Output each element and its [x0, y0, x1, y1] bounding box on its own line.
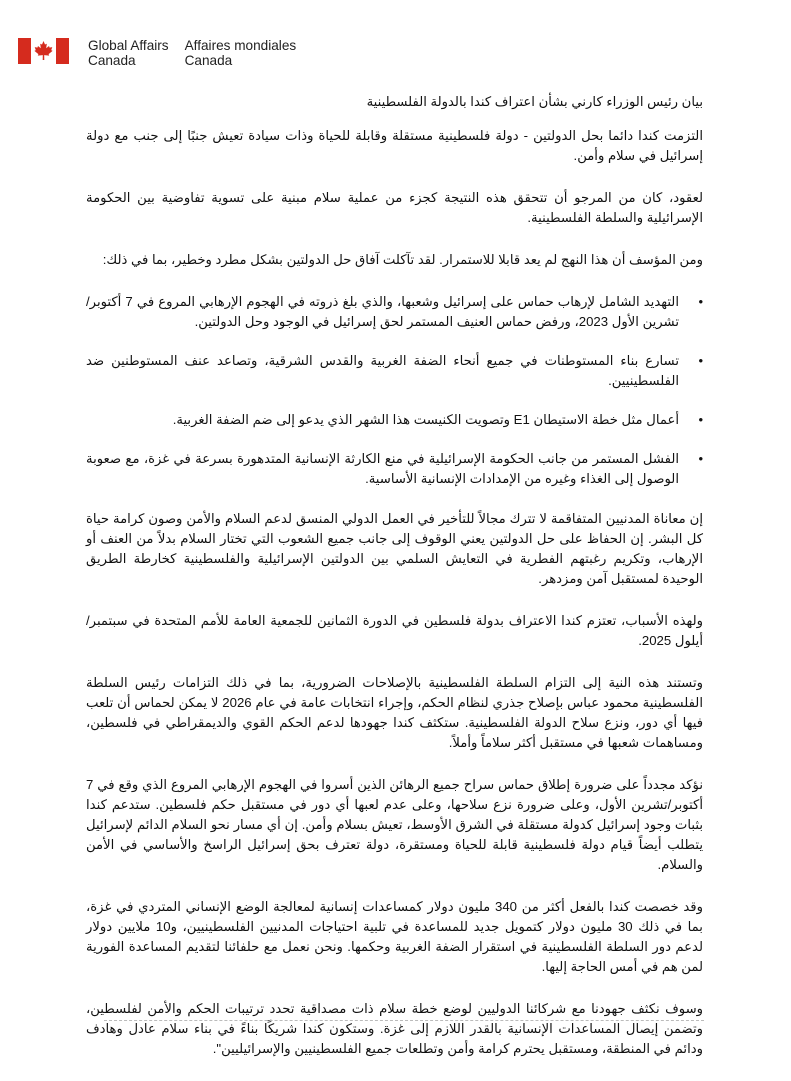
bullet-list: [86, 292, 703, 489]
header-signature: [18, 38, 312, 68]
list-item-text: أعمال مثل خطة الاستيطان E1 وتصويت الكنيست هذا الشهر الذي يدعو إلى ضم الضفة الغربية.: [172, 412, 679, 427]
canada-flag-icon: [18, 38, 69, 64]
statement-body: [86, 92, 703, 1081]
paragraph: لعقود، كان من المرجو أن تتحقق هذه النتيجة كجزء من عملية سلام مبنية على تسوية تفاوضية بين الحكومة الإسرائيلية والسلطة الفلسطينية.: [86, 190, 703, 225]
list-item: [86, 292, 703, 332]
footer-rule: [104, 1020, 704, 1023]
wordmark-en-line2: Canada: [88, 53, 136, 68]
wordmark-french: [185, 38, 297, 68]
paragraph: ولهذه الأسباب، تعتزم كندا الاعتراف بدولة فلسطين في الدورة الثمانين للجمعية العامة للأمم المتحدة في سبتمبر/أيلول 2025.: [86, 613, 703, 648]
paragraph: وسوف نكثف جهودنا مع شركائنا الدوليين لوضع خطة سلام ذات مصداقية تحدد ترتيبات الحكم والأمن لفلسطين، وتضمن إيصال المساعدات الإنسانية بالقدر اللازم إلى غزة. وستكون كندا شريكًا بناءً في بناء سلام عادل وهادف ودائم في المنطقة، ومستقبل يحترم كرامة وأمن وتطلعات جميع الفلسطينيين والإسرائيليين".: [86, 1001, 703, 1056]
paragraph: التزمت كندا دائما بحل الدولتين - دولة فلسطينية مستقلة وقابلة للحياة وذات سيادة تعيش جنبًا إلى جنب مع دولة إسرائيل في سلام وأمن.: [86, 128, 703, 163]
list-item: [86, 351, 703, 391]
bullet-icon: •: [698, 353, 703, 368]
paragraph: نؤكد مجدداً على ضرورة إطلاق حماس سراح جميع الرهائن الذين أسروا في الهجوم الإرهابي المروع الذي وقع في 7 أكتوبر/تشرين الأول، وعلى ضرورة نزع سلاحها، وعلى عدم لعبها أي دور في مستقبل حكم فلسطين. ستدعم كندا بثبات وجود إسرائيل كدولة مستقلة في الشرق الأوسط، تعيش بسلام وأمن. إن أي مسار نحو السلام الدائم لإسرائيل يتطلب أيضاً قيام دولة فلسطينية قابلة للحياة ومستقرة، دولة تعترف بحق إسرائيل الراسخ والأساسي في الأمن والسلام.: [86, 777, 703, 872]
list-item: [86, 449, 703, 489]
paragraph: وقد خصصت كندا بالفعل أكثر من 340 مليون دولار كمساعدات إنسانية لمعالجة الوضع الإنساني المتردي في غزة، بما في ذلك 30 مليون دولار كتمويل جديد للمساعدة في تلبية احتياجات المدنيين الفلسطينيين، و10 ملايين دولار لدعم دور السلطة الفلسطينية في استقرار الضفة الغربية وحكمها. ونحن نعمل مع حلفائنا لتقديم المساعدة الفورية لمن هم في أمس الحاجة إليها.: [86, 899, 703, 974]
wordmark-en-line1: Global Affairs: [88, 38, 169, 53]
wordmark: [88, 38, 312, 68]
paragraph: وتستند هذه النية إلى التزام السلطة الفلسطينية بالإصلاحات الضرورية، بما في ذلك التزامات رئيس السلطة الفلسطينية محمود عباس بإصلاح جذري لنظام الحكم، وإجراء انتخابات عامة في عام 2026 لا يمكن لحماس أن تلعب فيها أي دور، ونزع سلاح الدولة الفلسطينية. ستكثف كندا جهودها لدعم الحكم القوي والديمقراطي في فلسطين، ومساهمات شعبها في مستقبل أكثر سلاماً وأملاً.: [86, 675, 703, 750]
bullet-icon: •: [698, 451, 703, 466]
list-item-text: التهديد الشامل لإرهاب حماس على إسرائيل وشعبها، والذي بلغ ذروته في الهجوم الإرهابي المروع في 7 أكتوبر/تشرين الأول 2023، ورفض حماس العنيف المستمر لحق إسرائيل في الوجود وحل الدولتين.: [86, 294, 679, 329]
bullet-icon: •: [698, 412, 703, 427]
list-item-text: الفشل المستمر من جانب الحكومة الإسرائيلية في منع الكارثة الإنسانية المتدهورة بسرعة في غزة، مع صعوبة الوصول إلى الغذاء وغيره من الإمدادات الإنسانية الأساسية.: [86, 451, 679, 486]
bullet-icon: •: [698, 294, 703, 309]
wordmark-english: [88, 38, 169, 68]
list-item: [86, 410, 703, 430]
wordmark-fr-line1: Affaires mondiales: [184, 38, 297, 53]
paragraph: إن معاناة المدنيين المتفاقمة لا تترك مجالاً للتأخير في العمل الدولي المنسق لدعم السلام والأمن وصون كرامة حياة كل البشر. إن الحفاظ على حل الدولتين يعني الوقوف إلى جانب جميع الشعوب التي تختار السلام بدلاً من العنف أو الإرهاب، وتكريم رغبتهم الفطرية في التعايش السلمي بين الدولتين الإسرائيلية والفلسطينية كخارطة الطريق الوحيدة لمستقبل آمن ومزدهر.: [86, 511, 703, 586]
list-item-text: تسارع بناء المستوطنات في جميع أنحاء الضفة الغربية والقدس الشرقية، وتصاعد عنف المستوطنين ضد الفلسطينيين.: [86, 353, 679, 388]
paragraph: ومن المؤسف أن هذا النهج لم يعد قابلا للاستمرار. لقد تآكلت آفاق حل الدولتين بشكل مطرد وخطير، بما في ذلك:: [102, 252, 703, 267]
statement-title: بيان رئيس الوزراء كارني بشأن اعتراف كندا بالدولة الفلسطينية: [366, 94, 703, 109]
wordmark-fr-line2: Canada: [184, 53, 233, 68]
